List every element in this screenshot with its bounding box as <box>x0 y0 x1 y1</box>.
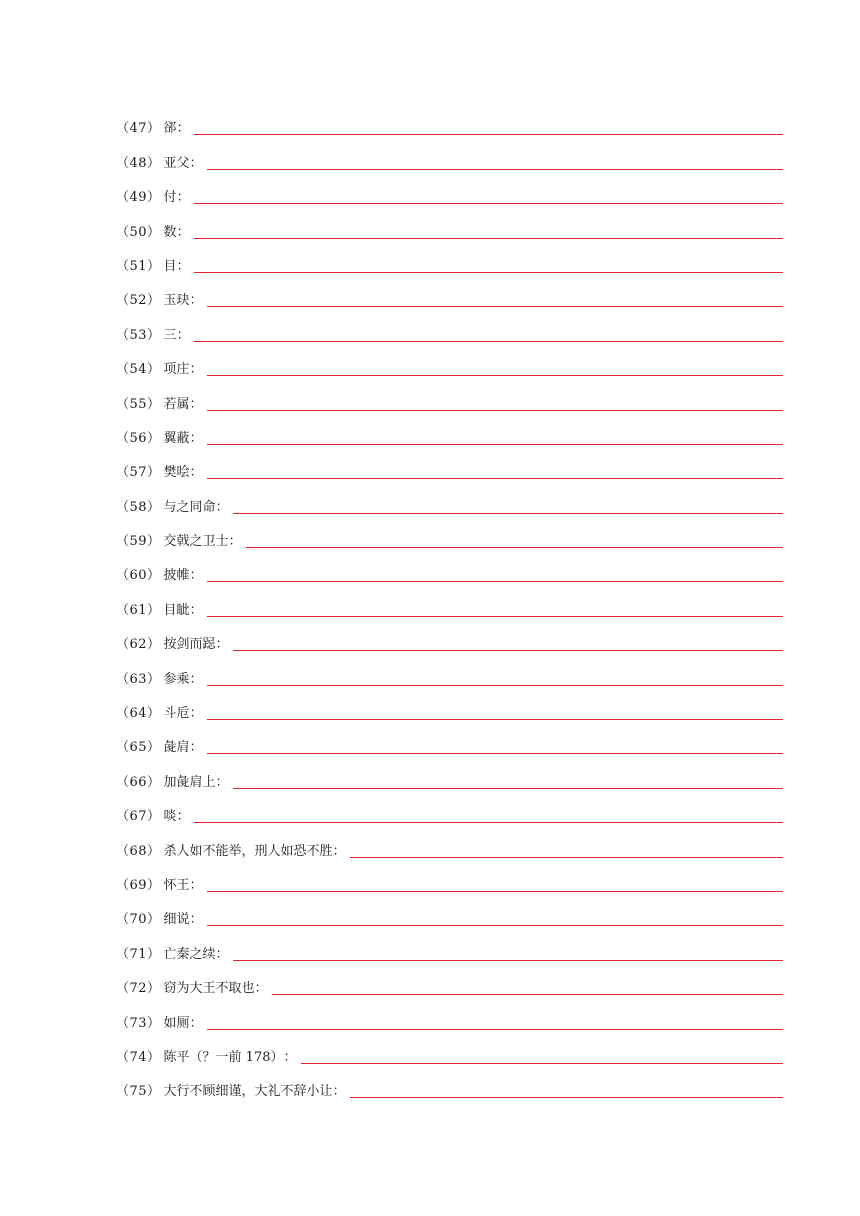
answer-blank-line[interactable] <box>233 959 783 961</box>
item-term: 亡秦之续 <box>163 946 216 962</box>
vocabulary-item <box>116 555 783 589</box>
answer-blank-line[interactable] <box>207 890 783 892</box>
item-colon: ： <box>189 155 203 171</box>
answer-blank-line[interactable] <box>350 856 783 858</box>
answer-blank-line[interactable] <box>194 133 783 135</box>
item-number: （61） <box>116 602 161 618</box>
item-term: 郤 <box>163 121 177 137</box>
item-colon: ： <box>189 671 203 687</box>
vocabulary-item <box>116 624 783 658</box>
item-number: （66） <box>116 774 161 790</box>
vocabulary-item <box>116 246 783 280</box>
item-term: 啖 <box>163 809 177 825</box>
item-term: 与之同命 <box>163 499 216 515</box>
answer-blank-line[interactable] <box>207 684 783 686</box>
item-colon: ： <box>189 568 203 584</box>
item-term: 目 <box>163 258 177 274</box>
item-term: 加彘肩上 <box>163 774 216 790</box>
vocabulary-item <box>116 1071 783 1105</box>
item-number: （58） <box>116 499 161 515</box>
item-term: 怀王 <box>163 877 190 893</box>
item-term: 三 <box>163 327 177 343</box>
answer-blank-line[interactable] <box>194 340 783 342</box>
vocabulary-item <box>116 452 783 486</box>
answer-blank-line[interactable] <box>207 168 783 170</box>
item-colon: ： <box>254 981 268 997</box>
vocabulary-item <box>116 486 783 520</box>
vocabulary-item <box>116 418 783 452</box>
item-term: 翼蔽 <box>163 430 190 446</box>
answer-blank-line[interactable] <box>350 1096 783 1098</box>
item-term: 数 <box>163 224 177 240</box>
answer-blank-line[interactable] <box>207 718 783 720</box>
vocabulary-item <box>116 280 783 314</box>
item-term: 参乘 <box>163 671 190 687</box>
item-term: 大行不顾细谨，大礼不辞小让 <box>163 1084 333 1100</box>
item-number: （71） <box>116 946 161 962</box>
answer-blank-line[interactable] <box>207 409 783 411</box>
item-colon: ： <box>189 293 203 309</box>
item-colon: ： <box>176 258 190 274</box>
item-number: （54） <box>116 362 161 378</box>
answer-blank-line[interactable] <box>207 615 783 617</box>
answer-blank-line[interactable] <box>301 1062 783 1064</box>
item-number: （52） <box>116 293 161 309</box>
item-number: （55） <box>116 396 161 412</box>
answer-blank-line[interactable] <box>194 271 783 273</box>
item-term: 玉玦 <box>163 293 190 309</box>
item-number: （65） <box>116 740 161 756</box>
item-colon: ： <box>176 809 190 825</box>
item-term: 披帷 <box>163 568 190 584</box>
item-term: 彘肩 <box>163 740 190 756</box>
item-colon: ： <box>176 327 190 343</box>
vocabulary-item <box>116 521 783 555</box>
item-colon: ： <box>215 499 229 515</box>
item-colon: ： <box>332 843 346 859</box>
item-term: 窃为大王不取也 <box>163 981 255 997</box>
item-colon: ： <box>176 224 190 240</box>
item-term: 项庄 <box>163 362 190 378</box>
item-colon: ： <box>283 1049 297 1065</box>
item-number: （49） <box>116 190 161 206</box>
answer-blank-line[interactable] <box>272 993 783 995</box>
answer-blank-line[interactable] <box>207 752 783 754</box>
vocabulary-item <box>116 761 783 795</box>
item-colon: ： <box>189 465 203 481</box>
item-number: （59） <box>116 534 161 550</box>
vocabulary-item <box>116 968 783 1002</box>
vocabulary-list <box>116 108 783 1105</box>
item-number: （56） <box>116 430 161 446</box>
item-number: （63） <box>116 671 161 687</box>
answer-blank-line[interactable] <box>207 374 783 376</box>
item-colon: ： <box>189 877 203 893</box>
item-term: 交戟之卫士 <box>163 534 229 550</box>
item-number: （60） <box>116 568 161 584</box>
answer-blank-line[interactable] <box>207 580 783 582</box>
answer-blank-line[interactable] <box>207 443 783 445</box>
vocabulary-item <box>116 933 783 967</box>
item-term: 陈平（？一前 178） <box>163 1049 284 1065</box>
item-colon: ： <box>215 774 229 790</box>
item-colon: ： <box>215 637 229 653</box>
item-colon: ： <box>189 1015 203 1031</box>
vocabulary-item <box>116 314 783 348</box>
vocabulary-item <box>116 383 783 417</box>
item-number: （57） <box>116 465 161 481</box>
item-term: 目眦 <box>163 602 190 618</box>
item-colon: ： <box>189 740 203 756</box>
item-number: （48） <box>116 155 161 171</box>
vocabulary-item <box>116 177 783 211</box>
vocabulary-item <box>116 211 783 245</box>
item-number: （50） <box>116 224 161 240</box>
vocabulary-item <box>116 865 783 899</box>
item-term: 付 <box>163 190 177 206</box>
answer-blank-line[interactable] <box>233 512 783 514</box>
item-number: （75） <box>116 1084 161 1100</box>
vocabulary-item <box>116 796 783 830</box>
vocabulary-item <box>116 1037 783 1071</box>
item-term: 樊哙 <box>163 465 190 481</box>
answer-blank-line[interactable] <box>194 821 783 823</box>
vocabulary-item <box>116 349 783 383</box>
answer-blank-line[interactable] <box>207 305 783 307</box>
answer-blank-line[interactable] <box>207 924 783 926</box>
item-number: （69） <box>116 877 161 893</box>
item-colon: ： <box>189 396 203 412</box>
vocabulary-item <box>116 899 783 933</box>
item-colon: ： <box>189 602 203 618</box>
answer-blank-line[interactable] <box>233 649 783 651</box>
answer-blank-line[interactable] <box>246 546 783 548</box>
vocabulary-item <box>116 658 783 692</box>
item-colon: ： <box>189 362 203 378</box>
item-colon: ： <box>189 430 203 446</box>
item-number: （53） <box>116 327 161 343</box>
vocabulary-item <box>116 830 783 864</box>
item-number: （73） <box>116 1015 161 1031</box>
vocabulary-item <box>116 727 783 761</box>
answer-blank-line[interactable] <box>233 787 783 789</box>
item-number: （72） <box>116 981 161 997</box>
answer-blank-line[interactable] <box>194 237 783 239</box>
item-colon: ： <box>215 946 229 962</box>
item-term: 若属 <box>163 396 190 412</box>
item-number: （68） <box>116 843 161 859</box>
vocabulary-item <box>116 589 783 623</box>
item-number: （74） <box>116 1049 161 1065</box>
item-colon: ： <box>176 121 190 137</box>
vocabulary-item <box>116 142 783 176</box>
item-term: 细说 <box>163 912 190 928</box>
item-number: （64） <box>116 706 161 722</box>
item-colon: ： <box>176 190 190 206</box>
answer-blank-line[interactable] <box>207 477 783 479</box>
vocabulary-item <box>116 693 783 727</box>
item-colon: ： <box>332 1084 346 1100</box>
item-term: 杀人如不能举，刑人如恐不胜 <box>163 843 333 859</box>
item-term: 斗卮 <box>163 706 190 722</box>
item-number: （51） <box>116 258 161 274</box>
item-number: （70） <box>116 912 161 928</box>
item-colon: ： <box>228 534 242 550</box>
item-number: （62） <box>116 637 161 653</box>
item-number: （67） <box>116 809 161 825</box>
item-colon: ： <box>189 912 203 928</box>
vocabulary-item <box>116 108 783 142</box>
answer-blank-line[interactable] <box>194 202 783 204</box>
item-term: 如厕 <box>163 1015 190 1031</box>
item-term: 按剑而跽 <box>163 637 216 653</box>
vocabulary-item <box>116 1002 783 1036</box>
item-number: （47） <box>116 121 161 137</box>
item-colon: ： <box>189 706 203 722</box>
answer-blank-line[interactable] <box>207 1028 783 1030</box>
item-term: 亚父 <box>163 155 190 171</box>
